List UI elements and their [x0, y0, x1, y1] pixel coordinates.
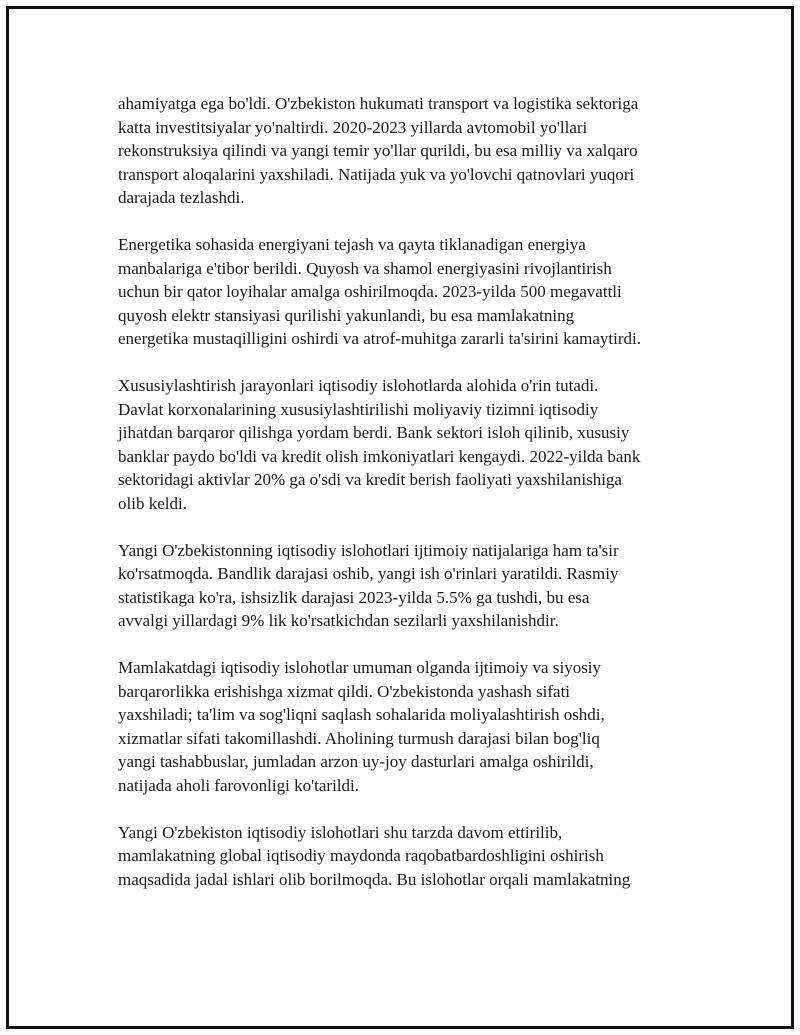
text-line: barqarorlikka erishishga xizmat qildi. O'zbekistonda yashash sifati	[118, 681, 571, 701]
text-line: energetika mustaqilligini oshirdi va atrof-muhitga zararli ta'sirini kamaytirdi.	[118, 329, 641, 348]
paragraph	[118, 233, 708, 351]
text-line: maqsadida jadal ishlari olib borilmoqda. Bu islohotlar orqali mamlakatning	[118, 869, 631, 889]
text-line: darajada tezlashdi.	[118, 188, 245, 207]
paragraph	[118, 374, 708, 515]
text-line: avvalgi yillardagi 9% lik ko'rsatkichdan sezilarli yaxshilanishdir.	[118, 611, 559, 630]
text-line: Davlat korxonalarining xususiylashtirilishi moliyaviy tizimni iqtisodiy	[118, 399, 599, 419]
text-line: Energetika sohasida energiyani tejash va qayta tiklanadigan energiya	[118, 235, 586, 254]
text-line: jihatdan barqaror qilishga yordam berdi. Bank sektori isloh qilinib, xususiy	[118, 423, 630, 442]
text-line: sektoridagi aktivlar 20% ga o'sdi va kredit berish faoliyati yaxshilanishiga	[118, 470, 622, 489]
document-body	[118, 92, 708, 915]
text-line: yaxshiladi; ta'lim va sog'liqni saqlash sohalarida moliyalashtirish oshdi,	[118, 705, 605, 724]
text-line: rekonstruksiya qilindi va yangi temir yo'llar qurildi, bu esa milliy va xalqaro	[118, 141, 638, 160]
text-line: banklar paydo bo'ldi va kredit olish imkoniyatlari kengaydi. 2022-yilda bank	[118, 446, 641, 466]
paragraph	[118, 539, 708, 633]
paragraph	[118, 821, 708, 892]
text-line: olib keldi.	[118, 493, 187, 513]
text-line: ko'rsatmoqda. Bandlik darajasi oshib, yangi ish o'rinlari yaratildi. Rasmiy	[118, 564, 619, 583]
text-line: mamlakatning global iqtisodiy maydonda raqobatbardoshligini oshirish	[118, 846, 604, 865]
text-line: Yangi O'zbekiston iqtisodiy islohotlari shu tarzda davom ettirilib,	[118, 822, 563, 842]
text-line: yangi tashabbuslar, jumladan arzon uy-joy dasturlari amalga oshirildi,	[118, 752, 594, 771]
paragraph	[118, 92, 708, 210]
text-line: manbalariga e'tibor berildi. Quyosh va shamol energiyasini rivojlantirish	[118, 258, 612, 278]
text-line: uchun bir qator loyihalar amalga oshirilmoqda. 2023-yilda 500 megavattli	[118, 282, 622, 301]
text-line: katta investitsiyalar yo'naltirdi. 2020-2023 yillarda avtomobil yo'llari	[118, 117, 588, 137]
text-line: Xususiylashtirish jarayonlari iqtisodiy islohotlarda alohida o'rin tutadi.	[118, 376, 599, 395]
text-line: ahamiyatga ega bo'ldi. O'zbekiston hukumati transport va logistika sektoriga	[118, 94, 639, 113]
text-line: natijada aholi farovonligi ko'tarildi.	[118, 775, 359, 795]
text-line: transport aloqalarini yaxshiladi. Natijada yuk va yo'lovchi qatnovlari yuqori	[118, 164, 635, 184]
text-line: xizmatlar sifati takomillashdi. Aholining turmush darajasi bilan bog'liq	[118, 728, 600, 748]
paragraph	[118, 656, 708, 797]
text-line: quyosh elektr stansiyasi qurilishi yakunlandi, bu esa mamlakatning	[118, 305, 575, 325]
text-line: Mamlakatdagi iqtisodiy islohotlar umuman olganda ijtimoiy va siyosiy	[118, 658, 602, 677]
text-line: statistikaga ko'ra, ishsizlik darajasi 2023-yilda 5.5% ga tushdi, bu esa	[118, 587, 590, 607]
text-line: Yangi O'zbekistonning iqtisodiy islohotlari ijtimoiy natijalariga ham ta'sir	[118, 540, 619, 560]
